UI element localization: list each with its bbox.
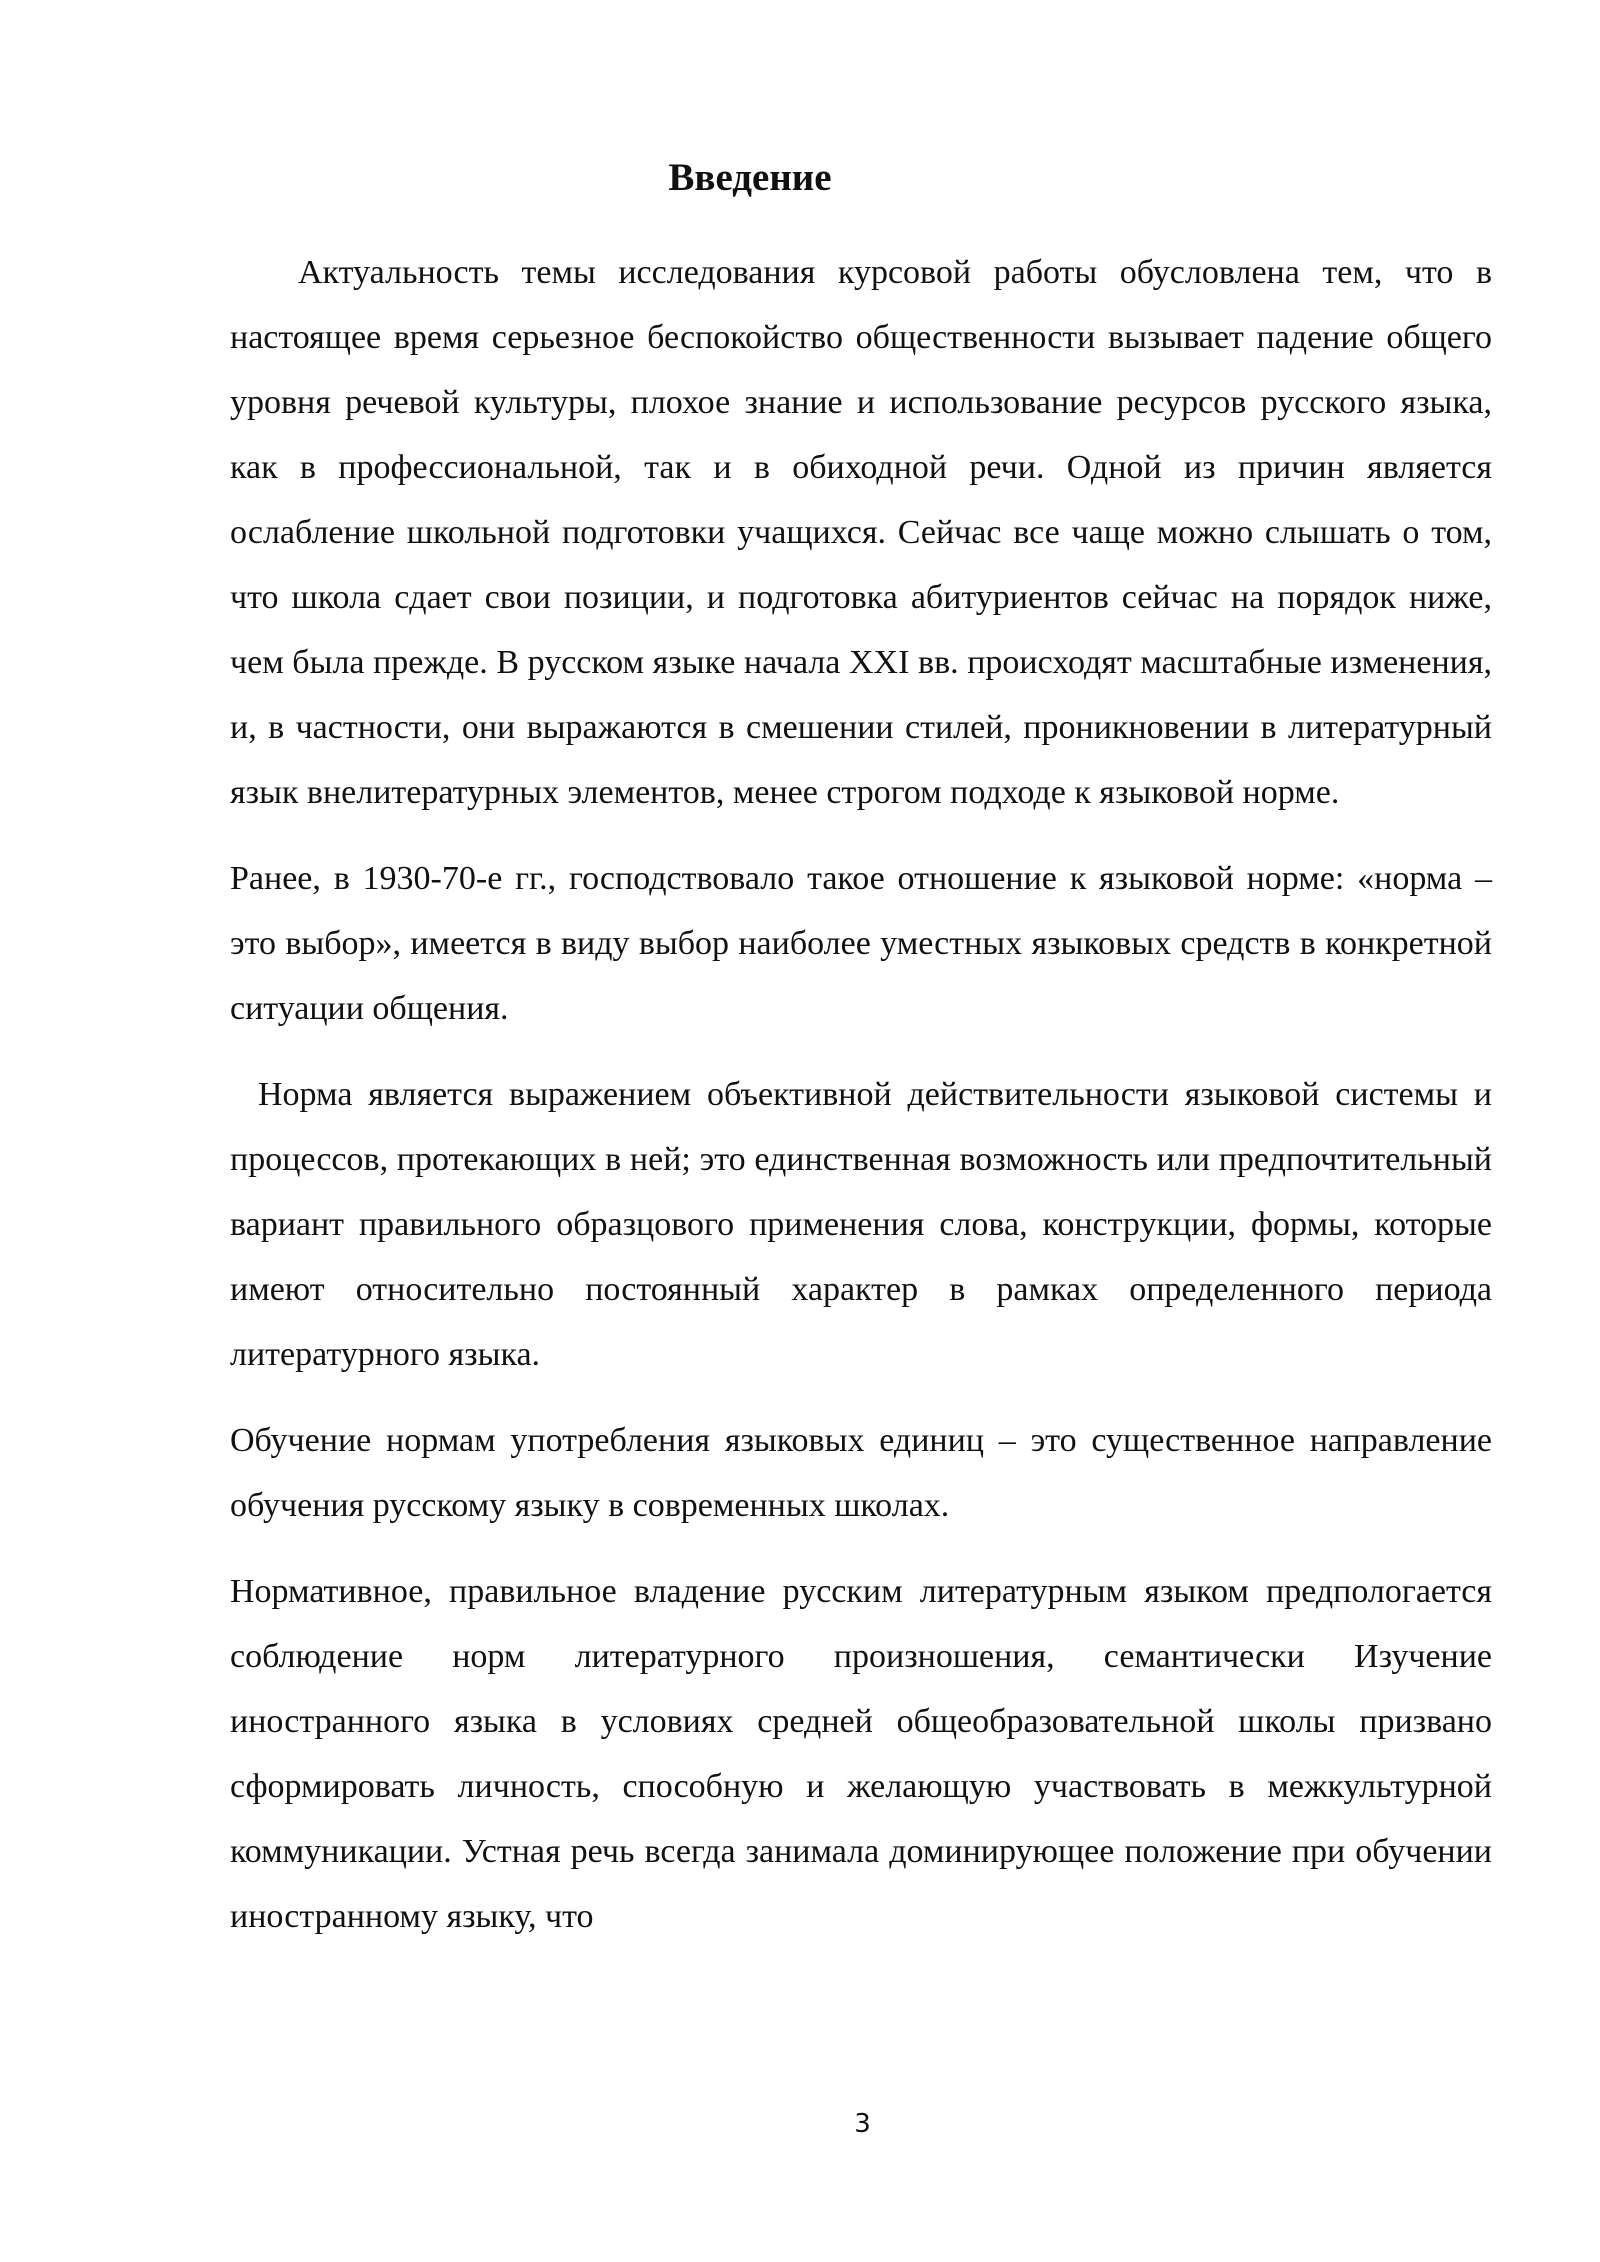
document-body xyxy=(230,240,1492,1949)
paragraph-norm-definition: Норма является выражением объективной действительности языковой системы и процессов, протекающих в ней; это единственная возможность или предпочтительный вариант правильного образцового применения слова, конструкции, формы, которые имеют относительно постоянный характер в рамках определенного периода литературного языка. xyxy=(230,1076,1492,1373)
page-title: Введение xyxy=(668,156,832,199)
paragraph-norm-choice: Ранее, в 1930-70-е гг., господствовало такое отношение к языковой норме: «норма – это выбор», имеется в виду выбор наиболее уместных языковых средств в конкретной ситуации общения. xyxy=(230,860,1492,1027)
paragraph-relevance: Актуальность темы исследования курсовой работы обусловлена тем, что в настоящее время серьезное беспокойство общественности вызывает падение общего уровня речевой культуры, плохое знание и использование ресурсов русского языка, как в профессиональной, так и в обиходной речи. Одной из причин является ослабление школьной подготовки учащихся. Сейчас все чаще можно слышать о том, что школа сдает свои позиции, и подготовка абитуриентов сейчас на порядок ниже, чем была прежде. В русском языке начала XXI вв. происходят масштабные изменения, и, в частности, они выражаются в смешении стилей, проникновении в литературный язык внелитературных элементов, менее строгом подходе к языковой норме. xyxy=(230,254,1492,811)
paragraph-norm-teaching: Обучение нормам употребления языковых единиц – это существенное направление обучения русскому языку в современных школах. xyxy=(230,1422,1492,1524)
paragraph-normative-usage: Нормативное, правильное владение русским литературным языком предпологается соблюдение норм литературного произношения, семантически Изучение иностранного языка в условиях средней общеобразовательной школы призвано сформировать личность, способную и желающую участвовать в межкультурной коммуникации. Устная речь всегда занимала доминирующее положение при обучении иностранному языку, что xyxy=(230,1573,1492,1935)
page-number: 3 xyxy=(854,2109,871,2139)
